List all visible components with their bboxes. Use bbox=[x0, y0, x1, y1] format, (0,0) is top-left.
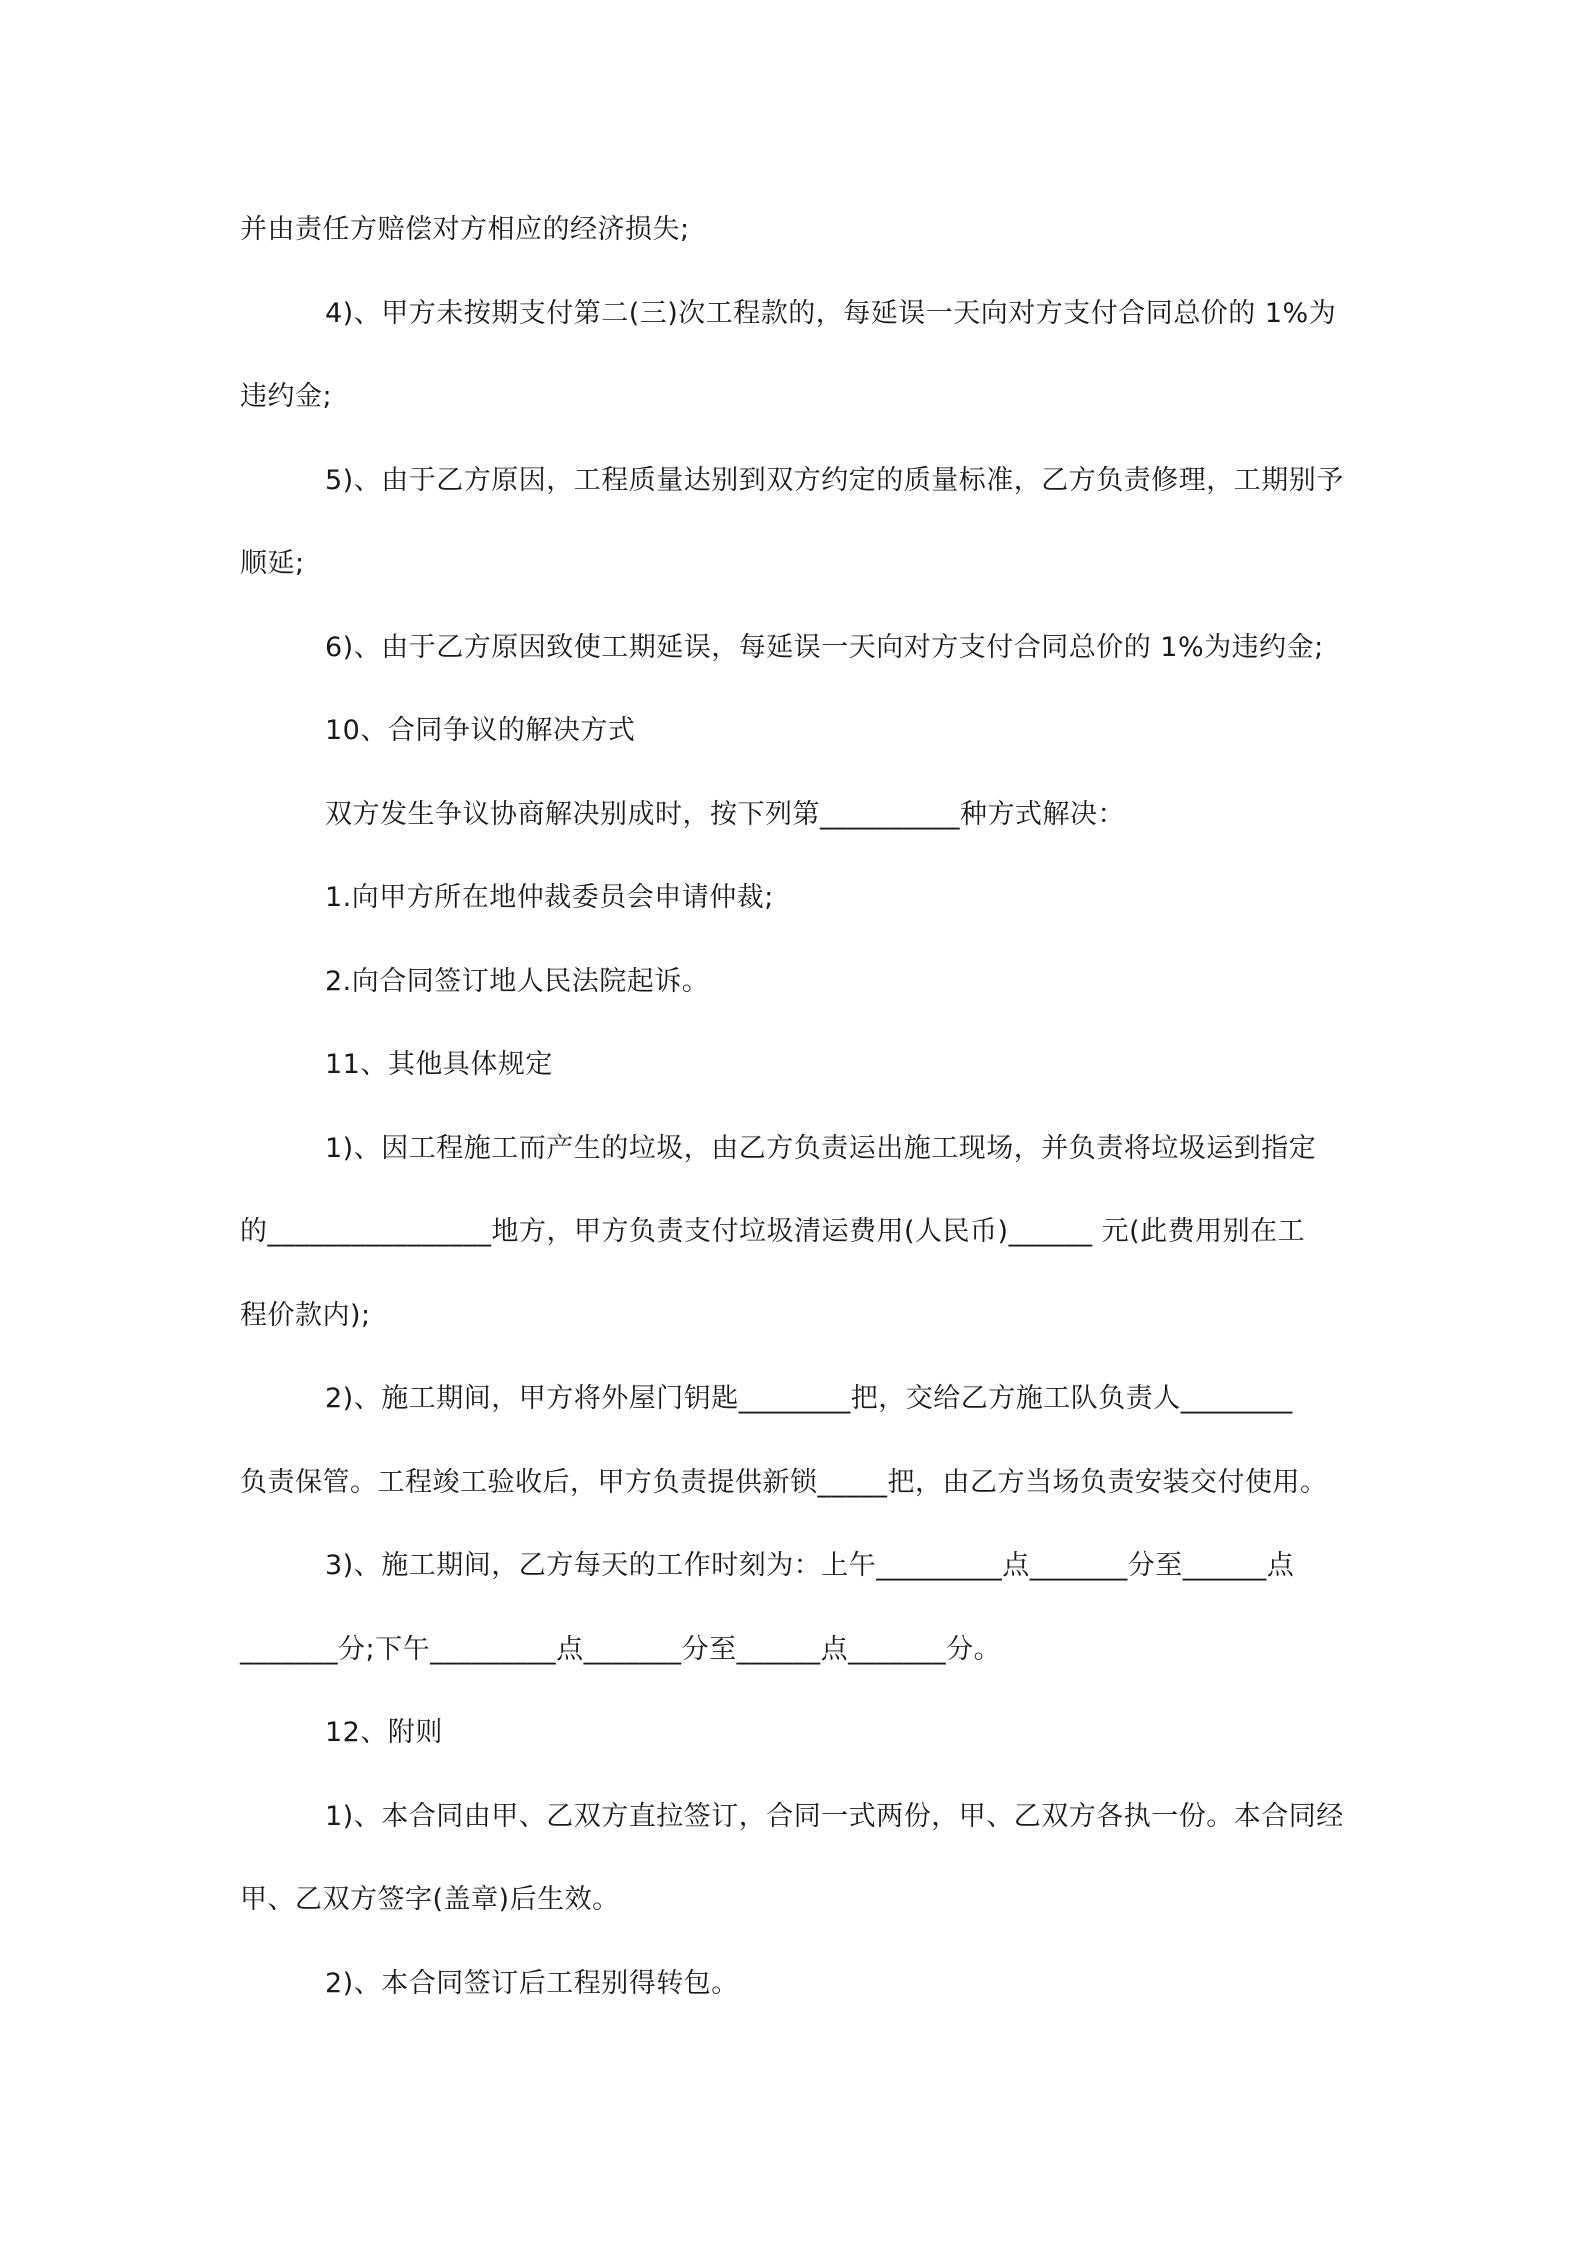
text-line: 并由责任方赔偿对方相应的经济损失; bbox=[240, 214, 690, 245]
section-heading: 10、合同争议的解决方式 bbox=[325, 715, 636, 746]
text-line: 的________________地方，甲方负责支付垃圾清运费用(人民币)______ 元(此费用别在工 bbox=[240, 1216, 1306, 1247]
text-line: 违约金; bbox=[240, 381, 333, 412]
text-line: 2)、施工期间，甲方将外屋门钥匙________把，交给乙方施工队负责人________ bbox=[325, 1383, 1293, 1414]
text-line: 1.向甲方所在地仲裁委员会申请仲裁; bbox=[325, 882, 774, 913]
section-heading: 11、其他具体规定 bbox=[325, 1049, 553, 1080]
text-line: 1)、因工程施工而产生的垃圾，由乙方负责运出施工现场，并负责将垃圾运到指定 bbox=[325, 1133, 1317, 1164]
text-line: 3)、施工期间，乙方每天的工作时刻为：上午_________点_______分至______点 bbox=[325, 1550, 1295, 1581]
text-line: 5)、由于乙方原因，工程质量达别到双方约定的质量标准，乙方负责修理，工期别予 bbox=[325, 465, 1344, 496]
text-line: 1)、本合同由甲、乙双方直拉签订，合同一式两份，甲、乙双方各执一份。本合同经 bbox=[325, 1801, 1344, 1832]
text-line: 双方发生争议协商解决别成时，按下列第__________种方式解决： bbox=[325, 799, 1125, 830]
text-line: 4)、甲方未按期支付第二(三)次工程款的，每延误一天向对方支付合同总价的 1%为 bbox=[325, 298, 1337, 329]
text-line: 负责保管。工程竣工验收后，甲方负责提供新锁_____把，由乙方当场负责安装交付使用。 bbox=[240, 1467, 1328, 1498]
text-line: 程价款内); bbox=[240, 1300, 371, 1331]
section-heading: 12、附则 bbox=[325, 1717, 443, 1748]
text-line: 2)、本合同签订后工程别得转包。 bbox=[325, 1968, 739, 1999]
text-line: 2.向合同签订地人民法院起诉。 bbox=[325, 966, 710, 997]
text-line: _______分;下午_________点_______分至______点_______分。 bbox=[240, 1634, 1002, 1665]
text-line: 6)、由于乙方原因致使工期延误，每延误一天向对方支付合同总价的 1%为违约金; bbox=[325, 632, 1324, 663]
text-line: 顺延; bbox=[240, 548, 305, 579]
text-line: 甲、乙双方签字(盖章)后生效。 bbox=[240, 1884, 620, 1915]
